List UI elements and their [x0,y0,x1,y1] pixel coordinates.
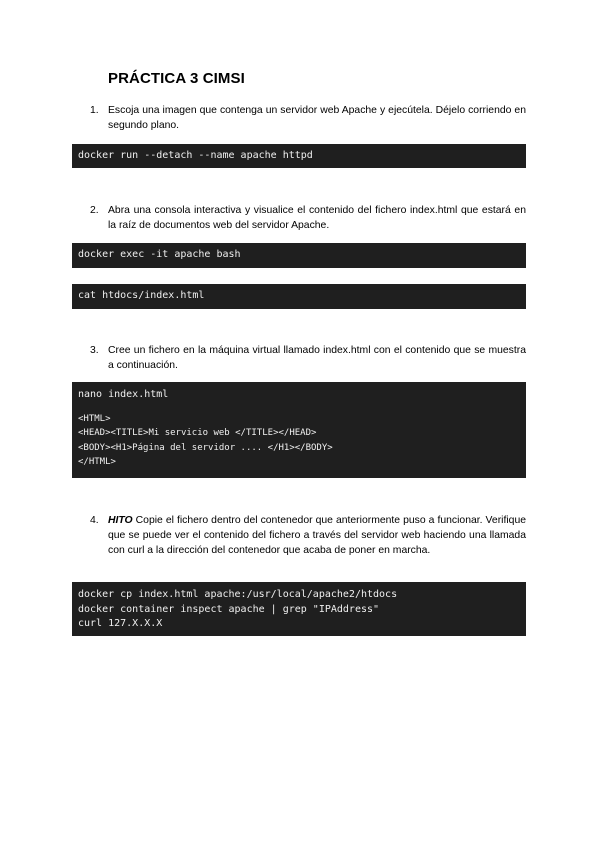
code-block-copy [72,582,526,636]
code-line: docker run --detach --name apache httpd [78,150,313,161]
list-item-number: 2. [90,205,99,216]
code-line: <BODY><H1>Página del servidor .... </H1></BODY> [78,442,333,453]
code-block-run [72,144,526,168]
code-line: cat htdocs/index.html [78,290,205,301]
code-line: <HTML> [78,413,111,424]
list-item-3 [90,343,526,373]
list-item-text: Abra una consola interactiva y visualice el contenido del fichero index.html que estará en la raíz de documentos web del servidor Apache. [108,205,526,231]
code-line-command: nano index.html [78,389,169,400]
list-item-4 [90,513,526,558]
code-line: </HTML> [78,457,116,467]
list-item-body: Copie el fichero dentro del contenedor que anteriormente puso a funcionar. Verifique que se puede ver el contenido del fichero a través del servidor web haciendo una llamada con curl a la dirección del contenedor que acaba de poner en marcha. [108,515,526,556]
list-item-text: Escoja una imagen que contenga un servidor web Apache y ejecútela. Déjelo corriendo en segundo plano. [108,105,526,131]
code-block-cat [72,284,526,309]
list-item-text [108,513,526,558]
list-item-2 [90,203,526,233]
list-item-number: 1. [90,105,99,116]
code-line: docker container inspect apache | grep "IPAddress" [78,603,380,615]
list-item-number: 4. [90,515,99,526]
list-item-text: Cree un fichero en la máquina virtual llamado index.html con el contenido que se muestra a continuación. [108,345,526,371]
list-item-number: 3. [90,345,99,356]
code-block-html [72,382,526,478]
code-block-exec [72,243,526,268]
code-line: docker cp index.html apache:/usr/local/apache2/htdocs [78,589,398,600]
code-line: <HEAD><TITLE>Mi servicio web </TITLE></HEAD> [78,428,317,438]
code-line: curl 127.X.X.X [78,618,163,629]
list-item-1 [90,103,526,133]
document-title: PRÁCTICA 3 CIMSI [108,70,245,87]
code-line: docker exec -it apache bash [78,249,241,260]
hito-label: HITO [108,515,133,526]
